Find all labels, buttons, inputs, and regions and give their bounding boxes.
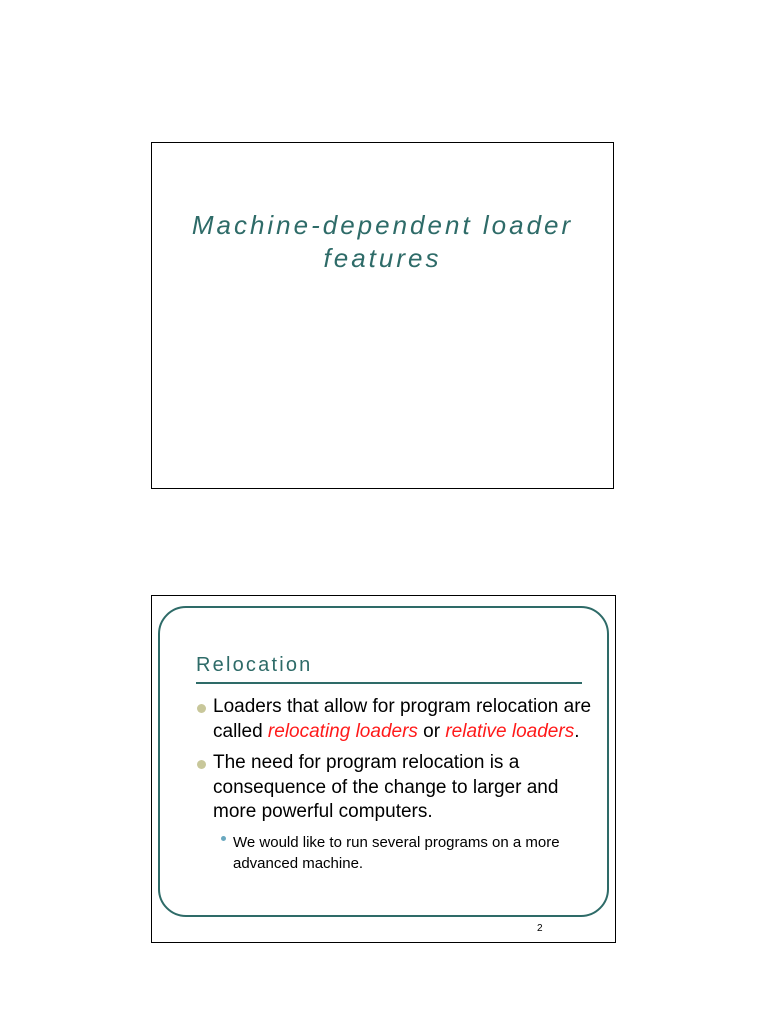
bullet-1-text-part-3: .: [574, 720, 580, 742]
heading-underline: [196, 682, 582, 684]
subbullet-1-text: We would like to run several programs on a more advanced machine.: [233, 833, 560, 872]
slide-1-title-line-2: features: [323, 243, 442, 273]
bullet-1-text-part-2: or: [417, 720, 446, 742]
bullet-1-highlight-relative-loaders: relative loaders: [445, 720, 575, 742]
subbullet-dot-icon: [221, 836, 226, 841]
slide-1: [151, 142, 614, 489]
subbullet-item-1: [216, 832, 596, 874]
slide-1-title-line-1: Machine-dependent loader: [191, 210, 574, 240]
bullet-item-1: [196, 695, 596, 744]
bullet-list: [196, 695, 596, 874]
slide-2: [151, 595, 616, 943]
bullet-2-text: The need for program relocation is a consequence of the change to larger and more powerful computers.: [213, 752, 559, 822]
slide-2-heading: Relocation: [196, 654, 313, 676]
bullet-1-highlight-relocating-loaders: relocating loaders: [267, 720, 418, 742]
page-number: 2: [537, 923, 543, 934]
bullet-1-text-part-1: Loaders that allow for program relocation are called: [213, 696, 592, 742]
slide-1-title: [152, 209, 613, 275]
bullet-item-2: [196, 751, 596, 825]
bullet-dot-icon: [197, 760, 206, 769]
bullet-dot-icon: [197, 704, 206, 713]
